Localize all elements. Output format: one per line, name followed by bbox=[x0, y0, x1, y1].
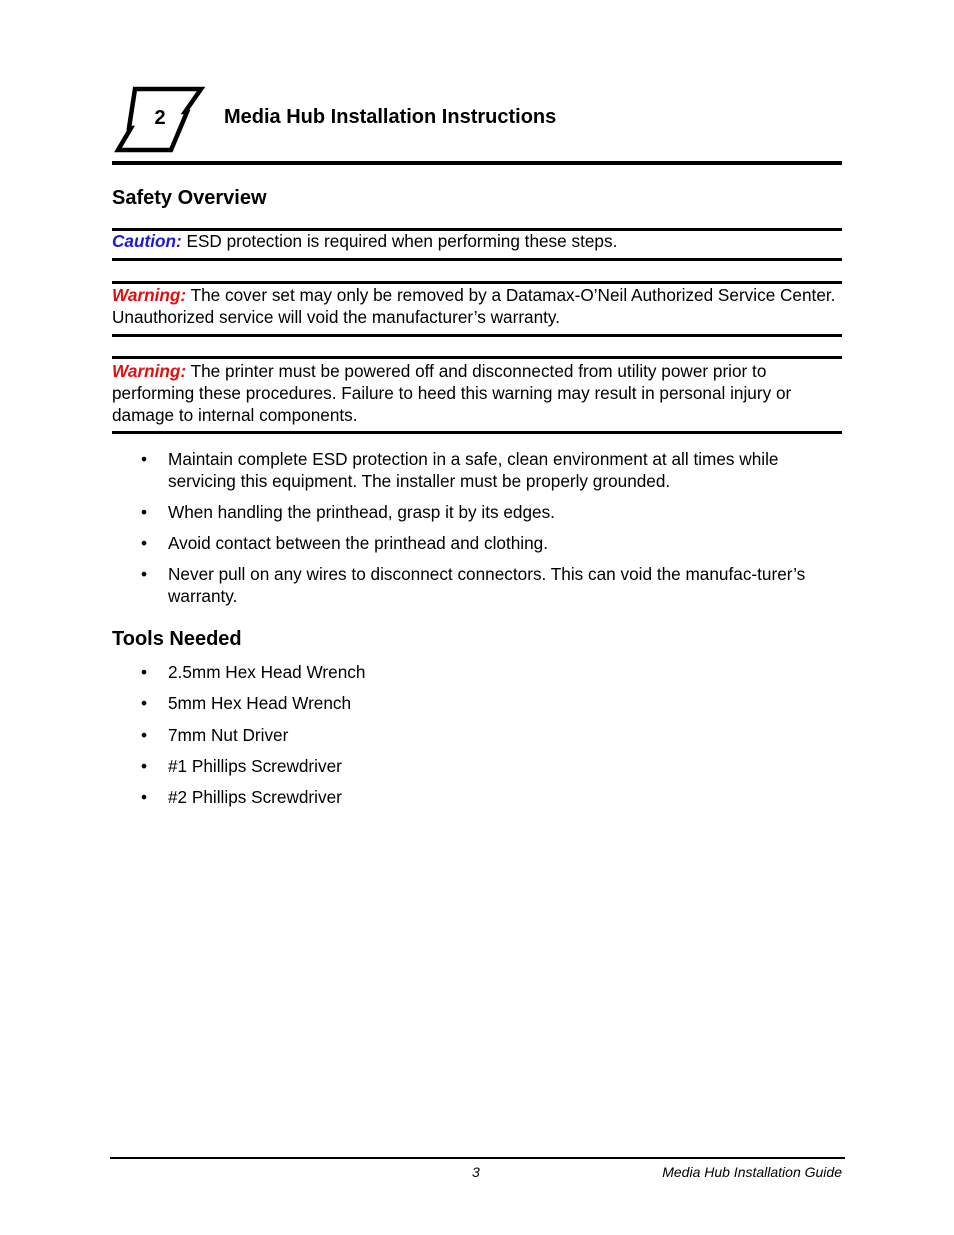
chapter-title: Media Hub Installation Instructions bbox=[224, 106, 557, 128]
chapter-number: 2 bbox=[154, 107, 166, 129]
warning-label: Warning: bbox=[112, 285, 187, 305]
chapter-divider bbox=[112, 161, 842, 165]
list-item-text: When handling the printhead, grasp it by its edges. bbox=[168, 502, 555, 522]
list-item-text: Maintain complete ESD protection in a safe, clean environment at all times while servicing this equipment. The installer must be properly grounded. bbox=[168, 449, 779, 491]
list-item-text: 7mm Nut Driver bbox=[168, 725, 289, 745]
caution-notice bbox=[112, 230, 842, 252]
bullet-icon: • bbox=[141, 502, 148, 522]
warning-notice-1 bbox=[112, 284, 842, 328]
list-item-text: Never pull on any wires to disconnect connectors. This can void the manufac-turer’s warranty. bbox=[168, 564, 806, 606]
list-item-text: #1 Phillips Screwdriver bbox=[168, 756, 342, 776]
warning-notice-2 bbox=[112, 360, 842, 426]
list-item-text: Avoid contact between the printhead and clothing. bbox=[168, 533, 548, 553]
bullet-icon: • bbox=[141, 693, 148, 713]
caution-text: ESD protection is required when performing these steps. bbox=[181, 231, 618, 251]
page-number: 3 bbox=[472, 1164, 480, 1180]
bullet-icon: • bbox=[141, 756, 148, 776]
bullet-icon: • bbox=[141, 533, 148, 553]
footer-divider bbox=[110, 1157, 845, 1159]
bullet-icon: • bbox=[141, 449, 148, 469]
bullet-icon: • bbox=[141, 787, 148, 807]
caution-rule-bottom bbox=[112, 258, 842, 261]
warning-2-rule-bottom bbox=[112, 431, 842, 434]
warning-1-rule-bottom bbox=[112, 334, 842, 337]
list-item-text: 2.5mm Hex Head Wrench bbox=[168, 662, 366, 682]
bullet-icon: • bbox=[141, 564, 148, 584]
safety-heading: Safety Overview bbox=[112, 187, 267, 209]
warning-label: Warning: bbox=[112, 361, 187, 381]
caution-label: Caution: bbox=[112, 231, 182, 251]
warning-text: The cover set may only be removed by a Datamax-O’Neil Authorized Service Center. Unauthorized service will void the manufacturer’s warranty. bbox=[112, 285, 836, 327]
list-item-text: #2 Phillips Screwdriver bbox=[168, 787, 342, 807]
footer-doc-title: Media Hub Installation Guide bbox=[662, 1164, 842, 1180]
bullet-icon: • bbox=[141, 662, 148, 682]
tools-heading: Tools Needed bbox=[112, 628, 242, 650]
bullet-icon: • bbox=[141, 725, 148, 745]
warning-text: The printer must be powered off and disconnected from utility power prior to performing these procedures. Failure to heed this warning may result in personal injury or damage to internal components. bbox=[112, 361, 792, 425]
warning-2-rule-top bbox=[112, 356, 842, 359]
list-item-text: 5mm Hex Head Wrench bbox=[168, 693, 352, 713]
